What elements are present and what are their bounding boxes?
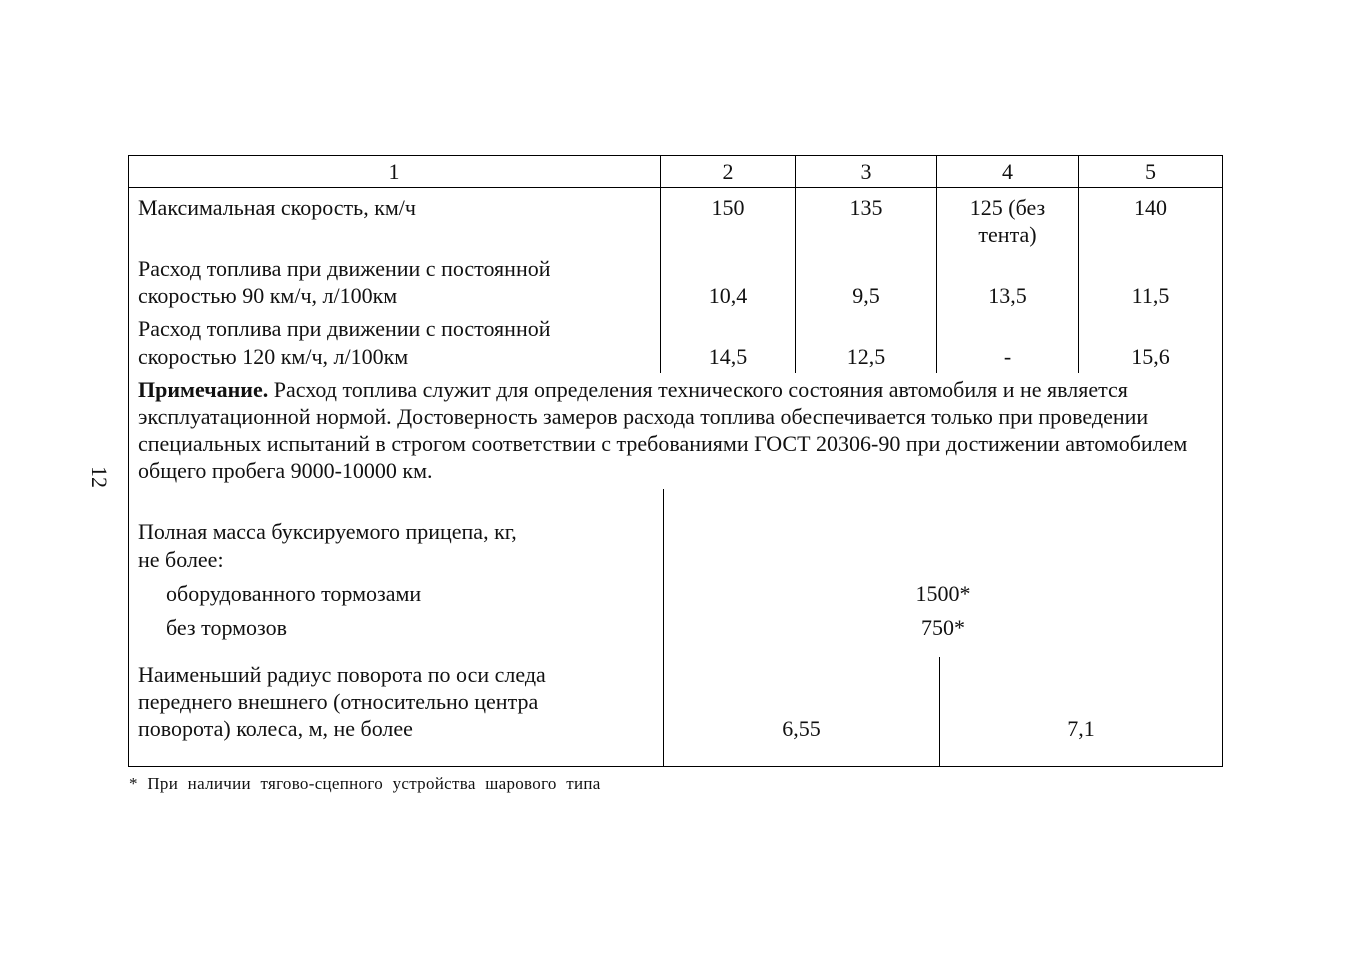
- turning-label-line-3: поворота) колеса, м, не более: [138, 716, 413, 741]
- page-number: 12: [87, 466, 112, 488]
- row-fuel-120-value-3: 12,5: [846, 344, 886, 369]
- row-fuel-120-label-line-2: скоростью 120 км/ч, л/100км: [138, 344, 409, 369]
- turning-value-right: 7,1: [1067, 716, 1095, 741]
- row-max-speed-label: Максимальная скорость, км/ч: [138, 195, 416, 220]
- col-divider-4: [1078, 155, 1079, 373]
- table-right-border: [1222, 155, 1223, 767]
- note-text: Расход топлива служит для определения технического состояния автомобиля и не является эксплуатационной нормой. Достоверность замеров расхода топлива обеспечивается только при проведении специальных испытаний в строгом соответствии с требованиями ГОСТ 20306-90 при достижении автомобилем общего пробега 9000-10000 км.: [138, 377, 1188, 483]
- header-col-3: 3: [860, 159, 872, 184]
- row-max-speed-value-5: 140: [1134, 195, 1167, 220]
- header-col-5: 5: [1145, 159, 1156, 184]
- specs-table: [128, 155, 1223, 767]
- row-fuel-120-value-4: -: [1003, 344, 1012, 369]
- turning-value-left: 6,55: [782, 716, 821, 741]
- row-fuel-90-value-3: 9,5: [852, 283, 880, 308]
- col-divider-3: [936, 155, 937, 373]
- trailer-braked-label: оборудованного тормозами: [166, 581, 422, 606]
- row-fuel-90-label-line-2: скоростью 90 км/ч, л/100км: [138, 283, 398, 308]
- row-fuel-120-value-2: 14,5: [708, 344, 748, 369]
- table-left-border: [128, 155, 129, 767]
- header-col-2: 2: [722, 159, 734, 184]
- trailer-unbraked-label: без тормозов: [166, 615, 287, 640]
- header-col-4: 4: [1002, 159, 1013, 184]
- trailer-unbraked-value: 750*: [921, 615, 965, 640]
- note-paragraph: [138, 376, 1218, 484]
- note-title: Примечание.: [138, 377, 269, 402]
- trailer-label-line-1: Полная масса буксируемого прицепа, кг,: [138, 519, 517, 544]
- row-fuel-90-value-2: 10,4: [708, 283, 748, 308]
- turning-col-divider: [939, 657, 940, 766]
- trailer-label-line-2: не более:: [138, 547, 224, 572]
- row-fuel-90-value-5: 11,5: [1131, 283, 1170, 308]
- row-fuel-90-label-line-1: Расход топлива при движении с постоянной: [138, 256, 551, 281]
- trailer-braked-value: 1500*: [915, 581, 971, 606]
- row-fuel-120-value-5: 15,6: [1131, 344, 1170, 369]
- turning-label-line-1: Наименьший радиус поворота по оси следа: [138, 662, 546, 687]
- header-col-1: 1: [388, 159, 400, 184]
- row-max-speed-value-2: 150: [711, 195, 745, 220]
- row-max-speed-value-4: 125 (без тента): [969, 195, 1046, 247]
- row-fuel-120-label-line-1: Расход топлива при движении с постоянной: [138, 316, 551, 341]
- header-bottom-border: [128, 187, 1223, 188]
- table-top-border: [128, 155, 1223, 156]
- footnote: * При наличии тягово-сцепного устройства шарового типа: [129, 774, 601, 793]
- row-max-speed-value-3: 135: [849, 195, 883, 220]
- col-divider-1: [660, 155, 661, 373]
- table-bottom-border: [128, 766, 1223, 767]
- turning-label-line-2: переднего внешнего (относительно центра: [138, 689, 539, 714]
- row-fuel-90-value-4: 13,5: [988, 283, 1027, 308]
- col-divider-2: [795, 155, 796, 373]
